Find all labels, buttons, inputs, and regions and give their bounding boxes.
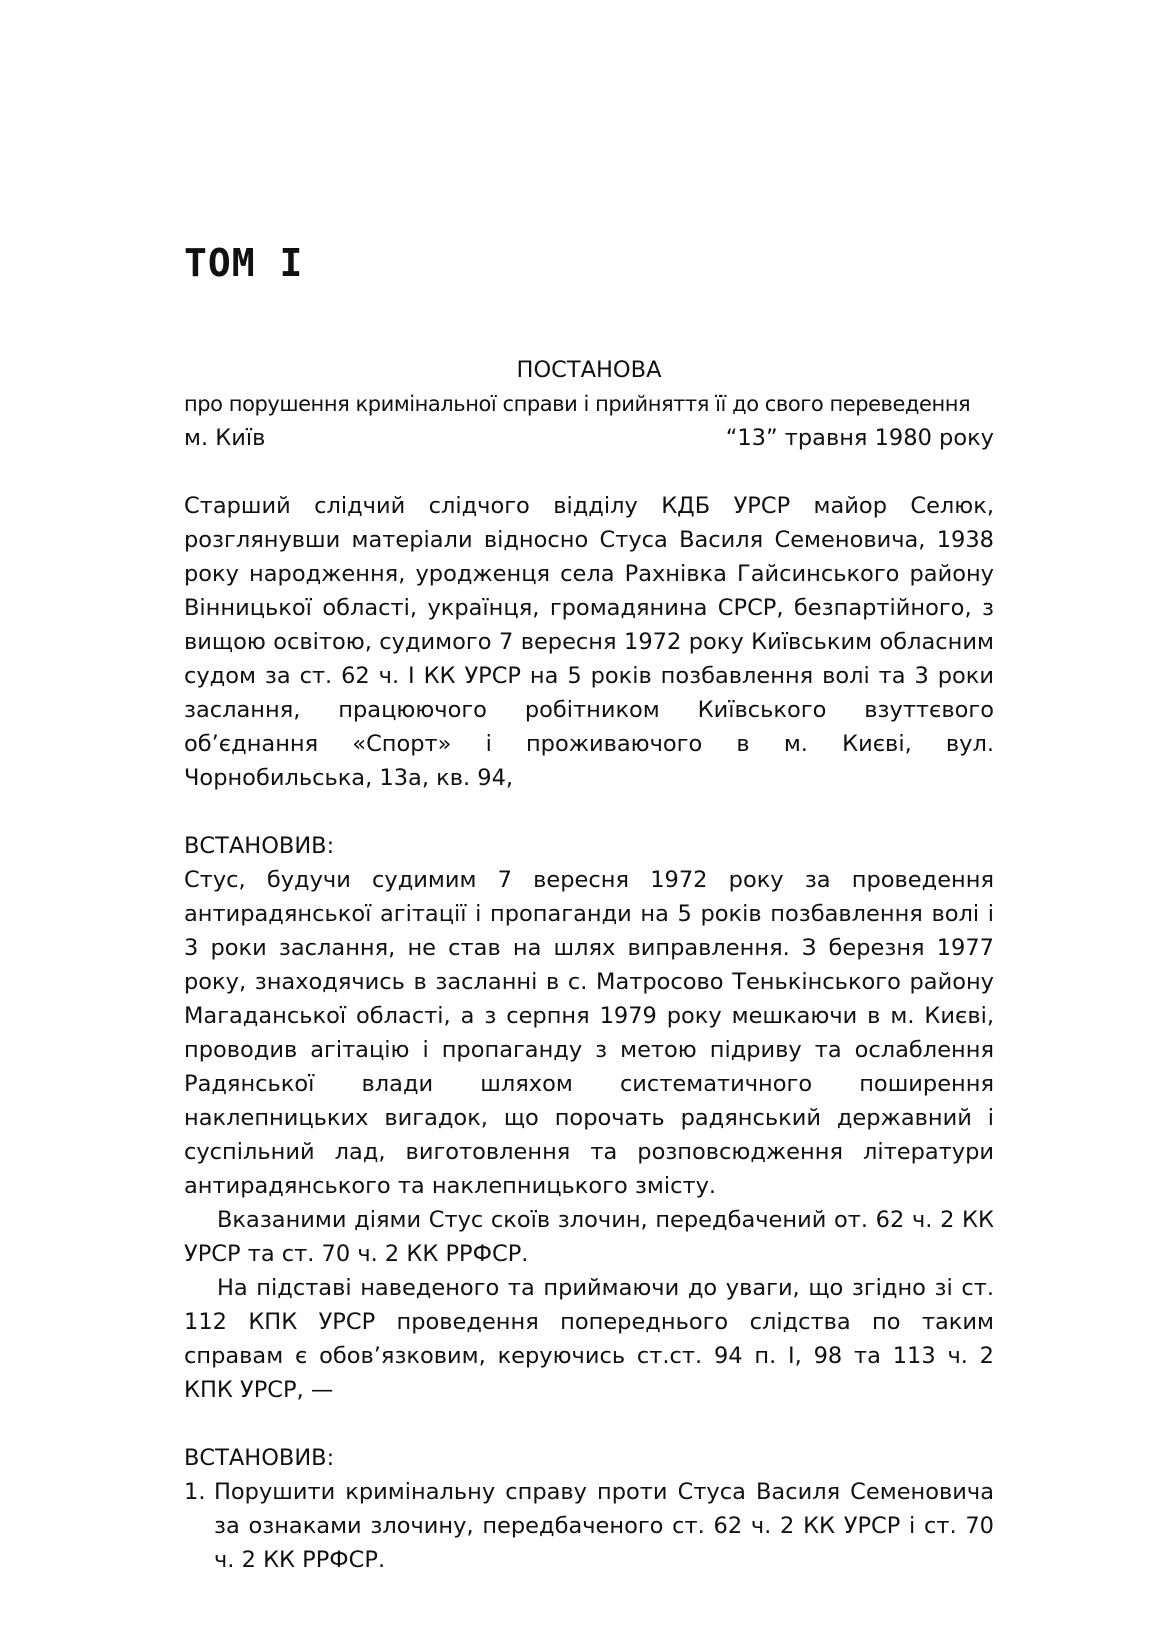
body-paragraph: На підставі наведеного та приймаючи до уваги, що згідно зі ст. 112 КПК УРСР проведення попереднього слідства по таким справам є обов’язковим, керуючись ст.ст. 94 п. І, 98 та 113 ч. 2 КПК УРСР, —	[184, 1275, 994, 1403]
spacer	[184, 795, 994, 829]
document-date: “13” травня 1980 року	[725, 425, 994, 451]
section-heading-established-1: ВСТАНОВИВ:	[184, 833, 335, 859]
body-paragraph: Стус, будучи судимим 7 вересня 1972 року за проведення антирадянської агітації і пропаганди на 5 років позбавлення волі і 3 роки заслання, не став на шлях виправлення. З березня 1977 року, знаходячись в засланні в с. Матросово Тенькінського району Магаданської області, а з серпня 1979 року мешкаючи в м. Києві, проводив агітацію і пропаганду з метою підриву та ослаблення Радянської влади шляхом систематичного поширення наклепницьких вигадок, що порочать радянський державний і суспільний лад, виготовлення та розповсюдження літератури антирадянського та наклепницького змісту.	[184, 867, 994, 1199]
section-heading-established-2: ВСТАНОВИВ:	[184, 1445, 335, 1471]
spacer	[184, 455, 994, 489]
list-item	[184, 1475, 994, 1577]
document-subtitle: про порушення кримінальної справи і прийняття її до свого переведення	[184, 392, 971, 416]
volume-title: ТОМ I	[184, 241, 304, 285]
resolution-list	[184, 1475, 994, 1577]
body-paragraph: Вказаними діями Стус скоїв злочин, передбачений от. 62 ч. 2 КК УРСР та ст. 70 ч. 2 КК РРФСР.	[184, 1207, 994, 1267]
spacer	[184, 1407, 994, 1441]
document-body	[184, 353, 994, 1577]
place-date-line	[184, 421, 994, 455]
document-title: ПОСТАНОВА	[516, 357, 662, 383]
list-item-text: Порушити кримінальну справу проти Стуса Василя Семеновича за ознаками злочину, передбаченого ст. 62 ч. 2 КК УРСР і ст. 70 ч. 2 КК РРФСР.	[214, 1479, 994, 1573]
list-item-number: 1.	[184, 1479, 206, 1505]
document-place: м. Київ	[184, 425, 266, 451]
intro-paragraph: Старший слідчий слідчого відділу КДБ УРСР майор Селюк, розглянувши матеріали відносно Стуса Василя Семеновича, 1938 року народження, уродженця села Рахнівка Гайсинського району Вінницької області, українця, громадянина СРСР, безпартійного, з вищою освітою, судимого 7 вересня 1972 року Київським обласним судом за ст. 62 ч. І КК УРСР на 5 років позбавлення волі та 3 роки заслання, працюючого робітником Київського взуттєвого об’єднання «Спорт» і проживаючого в м. Києві, вул. Чорнобильська, 13а, кв. 94,	[184, 493, 994, 791]
